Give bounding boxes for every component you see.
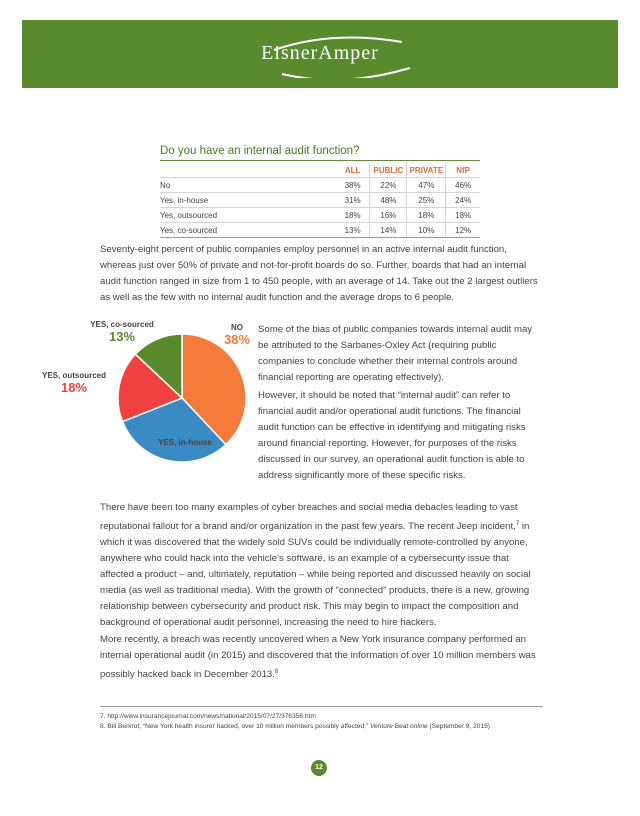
- col-header-public: PUBLIC: [370, 163, 407, 178]
- body-paragraph-4: [100, 500, 540, 631]
- table-title-rule: [160, 160, 480, 161]
- table-row: [160, 208, 480, 223]
- cell-public: 16%: [370, 208, 407, 223]
- cell-all: 18%: [336, 208, 370, 223]
- body-paragraph-4-part-1: There have been too many examples of cyber breaches and social media debacles leading to vast reputational fallout for a brand and/or organization in the past few years. The recent Jeep incident,: [100, 502, 518, 533]
- row-label: No: [160, 178, 336, 193]
- cell-private: 10%: [407, 223, 446, 238]
- cell-nfp: 46%: [446, 178, 480, 193]
- table-header-row: [160, 163, 480, 178]
- cell-public: 14%: [370, 223, 407, 238]
- table-row: [160, 223, 480, 238]
- slice-label-no: NO: [231, 323, 243, 332]
- body-paragraph-4-part-2: in which it was discovered that the widely sold SUVs could be individually remote-controlled by anyone, anywhere who could hack into the vehicle’s software, is an example of a cybersecurity issue that affected a product – and, ultimately, reputation – while being reported and discussed heavily on social media (as well as traditional media). With the growth of “connected” products, there is a new, growing relationship between cybersecurity and product risk. This may begin to impact the composition and background of operational audit personnel, increasing the need to hire hackers.: [100, 521, 531, 629]
- cell-private: 25%: [407, 193, 446, 208]
- cell-private: 47%: [407, 178, 446, 193]
- cell-nfp: 12%: [446, 223, 480, 238]
- slice-label-cosourced: YES, co-sourced: [90, 320, 154, 329]
- table-row: [160, 193, 480, 208]
- slice-value-no: 38%: [223, 332, 251, 347]
- cell-nfp: 24%: [446, 193, 480, 208]
- table-row: [160, 178, 480, 193]
- body-paragraph-1: Seventy-eight percent of public companies employ personnel in an active internal audit function, whereas just over 50% of private and not-for-profit boards do so. Further, boards that had an internal audit function ranged in size from 1 to 450 people, with an average of 14. Take out the 2 largest outliers as well as the few with no internal audit function and the average drops to 6 people.: [100, 244, 538, 303]
- slice-label-inhouse: YES, in-house: [158, 438, 212, 447]
- cell-all: 13%: [336, 223, 370, 238]
- cell-private: 18%: [407, 208, 446, 223]
- page-number-badge: 12: [311, 760, 327, 776]
- cell-nfp: 18%: [446, 208, 480, 223]
- body-paragraph-5: [100, 632, 540, 683]
- table-title: Do you have an internal audit function?: [160, 145, 360, 157]
- col-header-private: PRIVATE: [407, 163, 446, 178]
- body-paragraph-3: However, it should be noted that “internal audit” can refer to financial audit and/or operational audit functions. The financial audit function can be effective in identifying and mitigating risks around financial reporting. However, for purposes of the risks discussed in our survey, an operational audit function is able to address significantly more of these specific risks.: [258, 390, 526, 481]
- footnote-8: [100, 723, 550, 730]
- footnote-8-text: 8. Bill Berkrot, “New York health insurer hacked, over 10 million members possibly affected,”: [100, 723, 370, 730]
- audit-function-table: [160, 163, 480, 238]
- footnote-7: 7. http://www.insurancejournal.com/news/national/2015/07/27/376356.htm: [100, 713, 316, 720]
- cell-public: 48%: [370, 193, 407, 208]
- cell-all: 38%: [336, 178, 370, 193]
- company-logo: EisnerAmper: [261, 42, 379, 64]
- audit-function-pie-chart: [40, 316, 260, 496]
- slice-value-inhouse: 31%: [171, 447, 199, 462]
- header-banner: [22, 20, 618, 88]
- row-label: Yes, in-house: [160, 193, 336, 208]
- footnote-8-date: (September 9, 2015): [427, 723, 490, 730]
- row-label: Yes, outsourced: [160, 208, 336, 223]
- slice-value-outsourced: 18%: [60, 380, 88, 395]
- footnote-ref-7: 7: [515, 521, 520, 527]
- slice-value-cosourced: 13%: [108, 329, 136, 344]
- col-header-nfp: NfP: [446, 163, 480, 178]
- cell-public: 22%: [370, 178, 407, 193]
- cell-all: 31%: [336, 193, 370, 208]
- footnote-ref-8: 8: [274, 669, 279, 675]
- row-label: Yes, co-sourced: [160, 223, 336, 238]
- slice-label-outsourced: YES, outsourced: [41, 371, 107, 380]
- footnote-8-source: Venture Beat online: [369, 723, 428, 730]
- body-paragraph-2: Some of the bias of public companies towards internal audit may be attributed to the Sarbanes-Oxley Act (requiring public companies to conclude whether their internal controls around financial reporting are operating effectively).: [258, 324, 533, 383]
- footnote-divider: [100, 706, 543, 707]
- col-header-all: ALL: [344, 166, 361, 175]
- body-paragraph-5-text: More recently, a breach was recently uncovered when a New York insurance company performed an internal operational audit (in 2015) and discovered that the information of over 10 million members was possibly hacked back in December 2013.: [100, 634, 536, 681]
- table-header-blank: [160, 163, 336, 178]
